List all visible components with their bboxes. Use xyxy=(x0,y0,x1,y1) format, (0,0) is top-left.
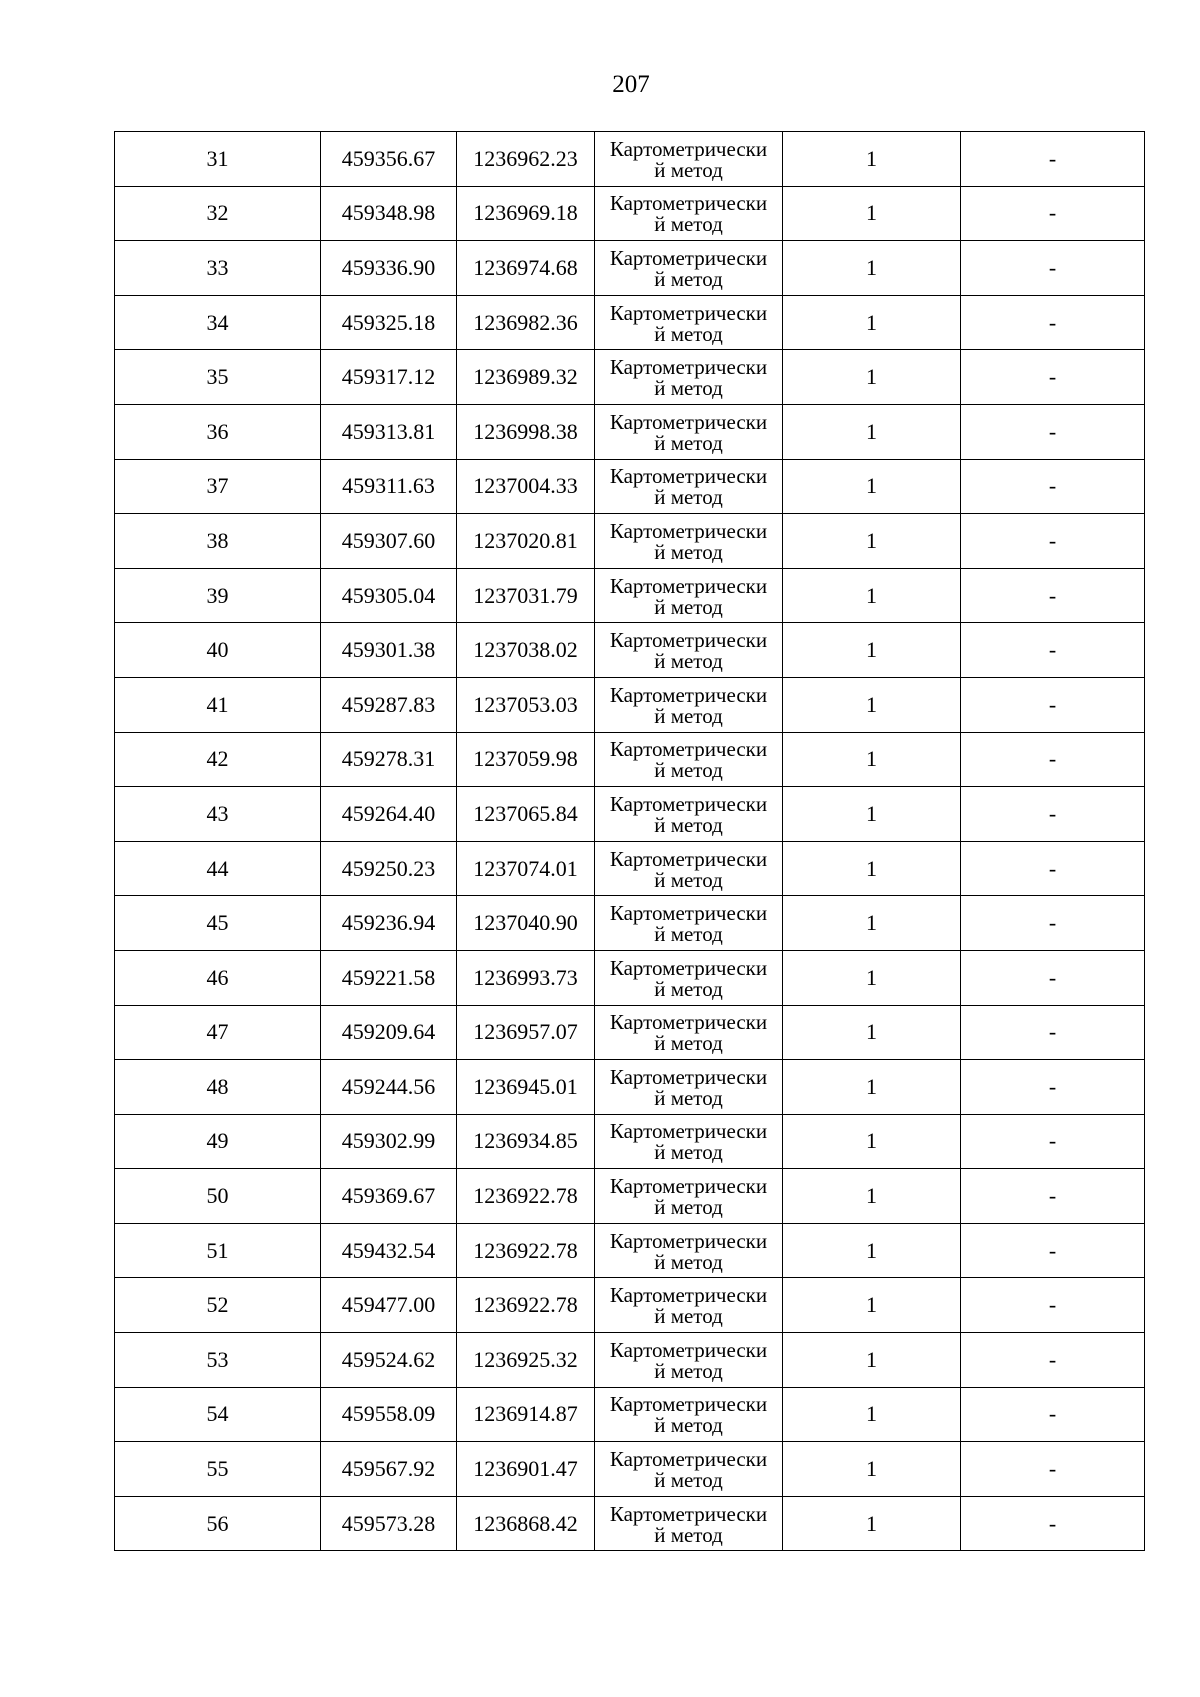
y-coordinate-cell: 1236922.78 xyxy=(457,1223,595,1278)
method-line-1: Картометрически xyxy=(609,1501,768,1526)
point-number-cell: 54 xyxy=(115,1387,321,1442)
description-cell: - xyxy=(961,186,1145,241)
accuracy-cell: 1 xyxy=(783,1005,961,1060)
method-line-1: Картометрически xyxy=(609,628,768,653)
page-number: 207 xyxy=(612,71,650,98)
y-coordinate-cell: 1237004.33 xyxy=(457,459,595,514)
table-row xyxy=(115,1114,1145,1169)
accuracy-cell: 1 xyxy=(783,350,961,405)
point-number-cell: 53 xyxy=(115,1333,321,1388)
method-cell xyxy=(595,1223,783,1278)
method-cell xyxy=(595,186,783,241)
point-number-cell: 47 xyxy=(115,1005,321,1060)
method-cell xyxy=(595,787,783,842)
point-number-cell: 39 xyxy=(115,568,321,623)
method-line-1: Картометрически xyxy=(609,409,768,434)
method-cell xyxy=(595,1114,783,1169)
method-line-1: Картометрически xyxy=(609,955,768,980)
point-number-cell: 34 xyxy=(115,295,321,350)
x-coordinate-cell: 459302.99 xyxy=(321,1114,457,1169)
method-line-1: Картометрически xyxy=(609,737,768,762)
description-cell: - xyxy=(961,677,1145,732)
accuracy-cell: 1 xyxy=(783,1442,961,1497)
description-cell: - xyxy=(961,295,1145,350)
method-line-2: й метод xyxy=(654,649,723,674)
table-row xyxy=(115,1223,1145,1278)
method-line-1: Картометрически xyxy=(609,1174,768,1199)
method-line-1: Картометрически xyxy=(609,464,768,489)
table-row xyxy=(115,241,1145,296)
method-line-1: Картометрически xyxy=(609,1010,768,1035)
table-row xyxy=(115,896,1145,951)
description-cell: - xyxy=(961,1169,1145,1224)
description-cell: - xyxy=(961,568,1145,623)
x-coordinate-cell: 459369.67 xyxy=(321,1169,457,1224)
accuracy-cell: 1 xyxy=(783,677,961,732)
method-cell xyxy=(595,1333,783,1388)
y-coordinate-cell: 1236901.47 xyxy=(457,1442,595,1497)
description-cell: - xyxy=(961,1114,1145,1169)
method-line-2: й метод xyxy=(654,430,723,455)
y-coordinate-cell: 1236934.85 xyxy=(457,1114,595,1169)
accuracy-cell: 1 xyxy=(783,1114,961,1169)
point-number-cell: 31 xyxy=(115,132,321,187)
point-number-cell: 55 xyxy=(115,1442,321,1497)
method-line-2: й метод xyxy=(654,376,723,401)
table-row xyxy=(115,1005,1145,1060)
x-coordinate-cell: 459336.90 xyxy=(321,241,457,296)
method-line-2: й метод xyxy=(654,1140,723,1165)
table-row xyxy=(115,568,1145,623)
table-row xyxy=(115,459,1145,514)
method-line-1: Картометрически xyxy=(609,573,768,598)
method-line-2: й метод xyxy=(654,539,723,564)
method-line-1: Картометрически xyxy=(609,1119,768,1144)
accuracy-cell: 1 xyxy=(783,1387,961,1442)
x-coordinate-cell: 459325.18 xyxy=(321,295,457,350)
description-cell: - xyxy=(961,1496,1145,1551)
y-coordinate-cell: 1236982.36 xyxy=(457,295,595,350)
y-coordinate-cell: 1236868.42 xyxy=(457,1496,595,1551)
table-row xyxy=(115,1169,1145,1224)
y-coordinate-cell: 1237031.79 xyxy=(457,568,595,623)
table-row xyxy=(115,1496,1145,1551)
method-line-2: й метод xyxy=(654,1468,723,1493)
point-number-cell: 51 xyxy=(115,1223,321,1278)
point-number-cell: 35 xyxy=(115,350,321,405)
y-coordinate-cell: 1236945.01 xyxy=(457,1060,595,1115)
method-line-1: Картометрически xyxy=(609,1064,768,1089)
x-coordinate-cell: 459287.83 xyxy=(321,677,457,732)
description-cell: - xyxy=(961,404,1145,459)
accuracy-cell: 1 xyxy=(783,1333,961,1388)
method-line-2: й метод xyxy=(654,212,723,237)
point-number-cell: 33 xyxy=(115,241,321,296)
method-cell xyxy=(595,404,783,459)
y-coordinate-cell: 1236914.87 xyxy=(457,1387,595,1442)
accuracy-cell: 1 xyxy=(783,514,961,569)
method-line-1: Картометрически xyxy=(609,682,768,707)
method-cell xyxy=(595,1442,783,1497)
method-line-1: Картометрически xyxy=(609,1283,768,1308)
method-line-2: й метод xyxy=(654,1249,723,1274)
table-row xyxy=(115,950,1145,1005)
method-cell xyxy=(595,1278,783,1333)
accuracy-cell: 1 xyxy=(783,404,961,459)
method-line-1: Картометрически xyxy=(609,245,768,270)
method-line-2: й метод xyxy=(654,1195,723,1220)
method-line-1: Картометрически xyxy=(609,1337,768,1362)
method-cell xyxy=(595,1169,783,1224)
point-number-cell: 49 xyxy=(115,1114,321,1169)
method-line-2: й метод xyxy=(654,758,723,783)
method-line-1: Картометрически xyxy=(609,1392,768,1417)
table-row xyxy=(115,404,1145,459)
table-row xyxy=(115,623,1145,678)
point-number-cell: 40 xyxy=(115,623,321,678)
point-number-cell: 41 xyxy=(115,677,321,732)
method-line-1: Картометрически xyxy=(609,355,768,380)
method-cell xyxy=(595,1005,783,1060)
point-number-cell: 42 xyxy=(115,732,321,787)
description-cell: - xyxy=(961,1387,1145,1442)
accuracy-cell: 1 xyxy=(783,1169,961,1224)
description-cell: - xyxy=(961,1005,1145,1060)
accuracy-cell: 1 xyxy=(783,459,961,514)
table-row xyxy=(115,1278,1145,1333)
accuracy-cell: 1 xyxy=(783,186,961,241)
accuracy-cell: 1 xyxy=(783,787,961,842)
table-body xyxy=(115,132,1145,1551)
x-coordinate-cell: 459305.04 xyxy=(321,568,457,623)
point-number-cell: 56 xyxy=(115,1496,321,1551)
table-row xyxy=(115,677,1145,732)
x-coordinate-cell: 459301.38 xyxy=(321,623,457,678)
accuracy-cell: 1 xyxy=(783,132,961,187)
accuracy-cell: 1 xyxy=(783,1223,961,1278)
table-row xyxy=(115,1333,1145,1388)
method-line-1: Картометрически xyxy=(609,191,768,216)
x-coordinate-cell: 459264.40 xyxy=(321,787,457,842)
x-coordinate-cell: 459524.62 xyxy=(321,1333,457,1388)
x-coordinate-cell: 459278.31 xyxy=(321,732,457,787)
y-coordinate-cell: 1236962.23 xyxy=(457,132,595,187)
y-coordinate-cell: 1236993.73 xyxy=(457,950,595,1005)
method-line-2: й метод xyxy=(654,1522,723,1547)
method-line-1: Картометрически xyxy=(609,846,768,871)
description-cell: - xyxy=(961,787,1145,842)
table-row xyxy=(115,186,1145,241)
method-line-1: Картометрически xyxy=(609,791,768,816)
method-line-1: Картометрически xyxy=(609,300,768,325)
y-coordinate-cell: 1236974.68 xyxy=(457,241,595,296)
method-cell xyxy=(595,295,783,350)
table-row xyxy=(115,841,1145,896)
x-coordinate-cell: 459244.56 xyxy=(321,1060,457,1115)
x-coordinate-cell: 459250.23 xyxy=(321,841,457,896)
table-row xyxy=(115,132,1145,187)
table-row xyxy=(115,295,1145,350)
x-coordinate-cell: 459221.58 xyxy=(321,950,457,1005)
description-cell: - xyxy=(961,896,1145,951)
y-coordinate-cell: 1236925.32 xyxy=(457,1333,595,1388)
accuracy-cell: 1 xyxy=(783,241,961,296)
y-coordinate-cell: 1237053.03 xyxy=(457,677,595,732)
method-line-2: й метод xyxy=(654,812,723,837)
accuracy-cell: 1 xyxy=(783,896,961,951)
method-cell xyxy=(595,514,783,569)
accuracy-cell: 1 xyxy=(783,732,961,787)
method-cell xyxy=(595,459,783,514)
method-line-2: й метод xyxy=(654,1031,723,1056)
y-coordinate-cell: 1236922.78 xyxy=(457,1278,595,1333)
x-coordinate-cell: 459317.12 xyxy=(321,350,457,405)
point-number-cell: 46 xyxy=(115,950,321,1005)
x-coordinate-cell: 459558.09 xyxy=(321,1387,457,1442)
method-line-2: й метод xyxy=(654,703,723,728)
y-coordinate-cell: 1237074.01 xyxy=(457,841,595,896)
x-coordinate-cell: 459311.63 xyxy=(321,459,457,514)
method-line-2: й метод xyxy=(654,485,723,510)
accuracy-cell: 1 xyxy=(783,295,961,350)
y-coordinate-cell: 1236957.07 xyxy=(457,1005,595,1060)
y-coordinate-cell: 1237065.84 xyxy=(457,787,595,842)
method-cell xyxy=(595,1060,783,1115)
method-cell xyxy=(595,623,783,678)
description-cell: - xyxy=(961,732,1145,787)
method-cell xyxy=(595,350,783,405)
x-coordinate-cell: 459236.94 xyxy=(321,896,457,951)
description-cell: - xyxy=(961,1278,1145,1333)
point-number-cell: 52 xyxy=(115,1278,321,1333)
method-line-2: й метод xyxy=(654,157,723,182)
accuracy-cell: 1 xyxy=(783,1278,961,1333)
method-line-2: й метод xyxy=(654,1358,723,1383)
method-line-1: Картометрически xyxy=(609,901,768,926)
x-coordinate-cell: 459567.92 xyxy=(321,1442,457,1497)
point-number-cell: 43 xyxy=(115,787,321,842)
description-cell: - xyxy=(961,350,1145,405)
table-row xyxy=(115,350,1145,405)
description-cell: - xyxy=(961,841,1145,896)
accuracy-cell: 1 xyxy=(783,623,961,678)
method-cell xyxy=(595,1496,783,1551)
method-line-1: Картометрически xyxy=(609,1228,768,1253)
description-cell: - xyxy=(961,950,1145,1005)
method-line-2: й метод xyxy=(654,1413,723,1438)
y-coordinate-cell: 1237038.02 xyxy=(457,623,595,678)
description-cell: - xyxy=(961,1442,1145,1497)
accuracy-cell: 1 xyxy=(783,950,961,1005)
description-cell: - xyxy=(961,514,1145,569)
description-cell: - xyxy=(961,1223,1145,1278)
point-number-cell: 32 xyxy=(115,186,321,241)
description-cell: - xyxy=(961,132,1145,187)
y-coordinate-cell: 1236989.32 xyxy=(457,350,595,405)
method-cell xyxy=(595,732,783,787)
coordinates-table xyxy=(114,131,1145,1551)
method-line-1: Картометрически xyxy=(609,136,768,161)
method-line-2: й метод xyxy=(654,976,723,1001)
point-number-cell: 38 xyxy=(115,514,321,569)
x-coordinate-cell: 459573.28 xyxy=(321,1496,457,1551)
x-coordinate-cell: 459307.60 xyxy=(321,514,457,569)
table-row xyxy=(115,1442,1145,1497)
description-cell: - xyxy=(961,241,1145,296)
accuracy-cell: 1 xyxy=(783,1060,961,1115)
method-cell xyxy=(595,896,783,951)
method-line-2: й метод xyxy=(654,867,723,892)
table-row xyxy=(115,787,1145,842)
table-row xyxy=(115,1060,1145,1115)
method-line-2: й метод xyxy=(654,594,723,619)
point-number-cell: 36 xyxy=(115,404,321,459)
method-line-1: Картометрически xyxy=(609,518,768,543)
accuracy-cell: 1 xyxy=(783,1496,961,1551)
description-cell: - xyxy=(961,459,1145,514)
method-cell xyxy=(595,677,783,732)
method-line-2: й метод xyxy=(654,1304,723,1329)
accuracy-cell: 1 xyxy=(783,568,961,623)
x-coordinate-cell: 459313.81 xyxy=(321,404,457,459)
x-coordinate-cell: 459348.98 xyxy=(321,186,457,241)
y-coordinate-cell: 1236922.78 xyxy=(457,1169,595,1224)
x-coordinate-cell: 459432.54 xyxy=(321,1223,457,1278)
point-number-cell: 50 xyxy=(115,1169,321,1224)
method-cell xyxy=(595,132,783,187)
table-row xyxy=(115,1387,1145,1442)
point-number-cell: 37 xyxy=(115,459,321,514)
y-coordinate-cell: 1237040.90 xyxy=(457,896,595,951)
y-coordinate-cell: 1236969.18 xyxy=(457,186,595,241)
description-cell: - xyxy=(961,623,1145,678)
method-line-2: й метод xyxy=(654,922,723,947)
method-cell xyxy=(595,568,783,623)
x-coordinate-cell: 459477.00 xyxy=(321,1278,457,1333)
method-line-1: Картометрически xyxy=(609,1447,768,1472)
method-cell xyxy=(595,1387,783,1442)
point-number-cell: 44 xyxy=(115,841,321,896)
x-coordinate-cell: 459209.64 xyxy=(321,1005,457,1060)
method-cell xyxy=(595,950,783,1005)
method-cell xyxy=(595,241,783,296)
point-number-cell: 45 xyxy=(115,896,321,951)
table-row xyxy=(115,514,1145,569)
x-coordinate-cell: 459356.67 xyxy=(321,132,457,187)
accuracy-cell: 1 xyxy=(783,841,961,896)
method-line-2: й метод xyxy=(654,1085,723,1110)
method-line-2: й метод xyxy=(654,266,723,291)
y-coordinate-cell: 1237059.98 xyxy=(457,732,595,787)
point-number-cell: 48 xyxy=(115,1060,321,1115)
method-line-2: й метод xyxy=(654,321,723,346)
description-cell: - xyxy=(961,1333,1145,1388)
description-cell: - xyxy=(961,1060,1145,1115)
table-row xyxy=(115,732,1145,787)
y-coordinate-cell: 1237020.81 xyxy=(457,514,595,569)
method-cell xyxy=(595,841,783,896)
y-coordinate-cell: 1236998.38 xyxy=(457,404,595,459)
